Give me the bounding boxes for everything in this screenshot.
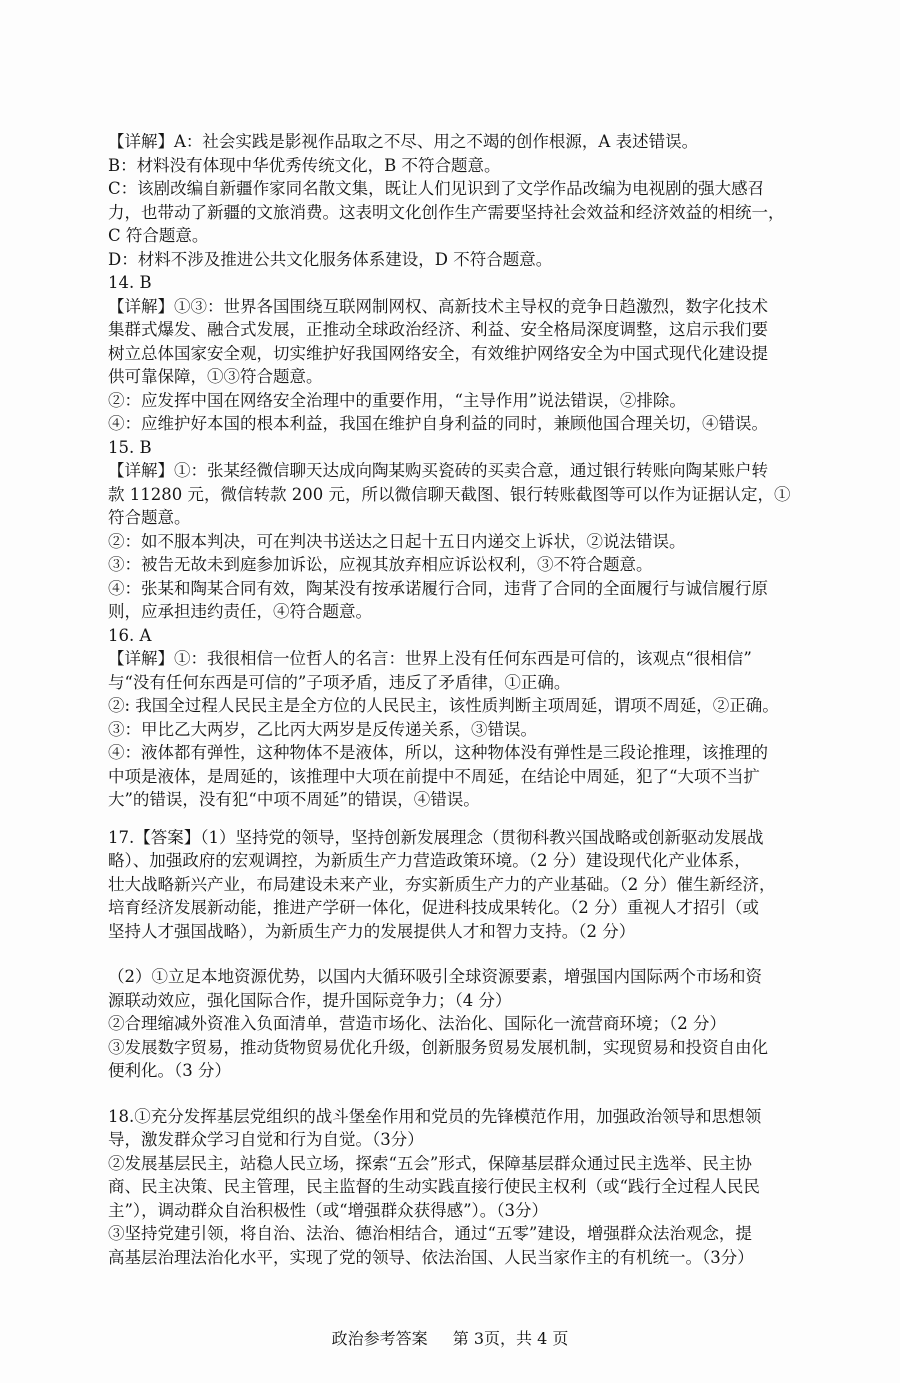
text-line: 便利化。（3 分） (108, 1061, 231, 1080)
text-line: 【详解】①③：世界各国围绕互联网制网权、高新技术主导权的竞争日趋激烈，数字化技术 (108, 296, 768, 316)
text-line: ②合理缩减外资准入负面清单，营造市场化、法治化、国际化一流营商环境；（2 分） (108, 1014, 726, 1033)
text-line: 树立总体国家安全观，切实维护好我国网络安全，有效维护网络安全为中国式现代化建设提 (108, 343, 768, 363)
text-line: 培育经济发展新动能，推进产学研一体化，促进科技成果转化。（2 分）重视人才招引（或 (108, 898, 759, 917)
text-line: ③坚持党建引领，将自治、法治、德治相结合，通过“五零”建设，增强群众法治观念，提 (108, 1224, 752, 1243)
text-line: 17.【答案】（1）坚持党的领导，坚持创新发展理念（贯彻科教兴国战略或创新驱动发展战 (108, 827, 764, 847)
text-line: ④：液体都有弹性，这种物体不是液体，所以，这种物体没有弹性是三段论推理，该推理的 (108, 743, 768, 762)
footer-page-number: 第 3页，共 4 页 (452, 1329, 569, 1348)
text-line: ②: 我国全过程人民民主是全方位的人民民主，该性质判断主项周延，谓项不周延，②正确。 (108, 696, 779, 715)
text-line: ④：应维护好本国的根本利益，我国在维护自身利益的同时，兼顾他国合理关切，④错误。 (108, 414, 768, 433)
text-line: ③：被告无故未到庭参加诉讼，应视其放弃相应诉讼权利，③不符合题意。 (108, 555, 653, 574)
text-line: 款 11280 元，微信转款 200 元，所以微信聊天截图、银行转账截图等可以作为证据认定，① (108, 484, 791, 504)
text-line: ②：如不服本判决，可在判决书送达之日起十五日内递交上诉状，②说法错误。 (108, 531, 686, 551)
text-line: C 符合题意。 (108, 226, 209, 245)
text-line: 主”），调动群众自治积极性（或“增强群众获得感”）。（3分） (108, 1200, 549, 1220)
page-footer (0, 1328, 900, 1350)
text-line: （2）①立足本地资源优势，以国内大循环吸引全球资源要素，增强国内国际两个市场和资 (108, 967, 762, 986)
text-line: ③发展数字贸易，推动货物贸易优化升级，创新服务贸易发展机制，实现贸易和投资自由化 (108, 1037, 768, 1057)
footer-subject: 政治参考答案 (331, 1329, 428, 1348)
text-line: 中项是液体，是周延的，该推理中大项在前提中不周延，在结论中周延，犯了“大项不当扩 (108, 766, 760, 786)
text-line: 集群式爆发、融合式发展，正推动全球政治经济、利益、安全格局深度调整，这启示我们要 (108, 320, 768, 339)
answer-content (108, 130, 830, 1269)
text-line: 源联动效应，强化国际合作，提升国际竞争力；（4 分） (108, 990, 512, 1010)
text-line: 【详解】A：社会实践是影视作品取之不尽、用之不竭的创作根源，A 表述错误。 (108, 132, 699, 151)
text-line: 商、民主决策、民主管理，民主监督的生动实践直接行使民主权利（或“践行全过程人民民 (108, 1177, 760, 1196)
text-line: 坚持人才强国战略），为新质生产力的发展提供人才和智力支持。（2 分） (108, 921, 636, 941)
section-gap (108, 1083, 830, 1105)
text-line: ②：应发挥中国在网络安全治理中的重要作用，“主导作用”说法错误，②排除。 (108, 390, 686, 410)
text-line: 壮大战略新兴产业，布局建设未来产业，夯实新质生产力的产业基础。（2 分）催生新经济， (108, 874, 776, 894)
text-line: B：材料没有体现中华优秀传统文化，B 不符合题意。 (108, 155, 501, 175)
text-line: 【详解】①：我很相信一位哲人的名言：世界上没有任何东西是可信的，该观点“很相信” (108, 649, 752, 668)
section-17-part1 (108, 826, 830, 944)
text-line: D：材料不涉及推进公共文化服务体系建设，D 不符合题意。 (108, 249, 553, 269)
text-line: 高基层治理法治化水平，实现了党的领导、依法治国、人民当家作主的有机统一。（3分） (108, 1247, 754, 1267)
text-line: 导，激发群众学习自觉和行为自觉。（3分） (108, 1130, 424, 1149)
text-line: 18.①充分发挥基层党组织的战斗堡垒作用和党员的先锋模范作用，加强政治领导和思想领 (108, 1106, 762, 1126)
text-line: C：该剧改编自新疆作家同名散文集，既让人们见识到了文学作品改编为电视剧的强大感召 (108, 179, 765, 198)
text-line: ③：甲比乙大两岁，乙比丙大两岁是反传递关系，③错误。 (108, 719, 537, 739)
text-line: ②发展基层民主，站稳人民立场，探索“五会”形式，保障基层群众通过民主选举、民主协 (108, 1153, 752, 1173)
section-18 (108, 1105, 830, 1270)
text-line: 则，应承担违约责任，④符合题意。 (108, 602, 372, 621)
text-line: 15. B (108, 437, 152, 457)
text-line: 【详解】①：张某经微信聊天达成向陶某购买瓷砖的买卖合意，通过银行转账向陶某账户转 (108, 461, 768, 480)
text-line: 符合题意。 (108, 508, 191, 527)
text-line: 16. A (108, 625, 152, 645)
text-line: 与“没有任何东西是可信的”子项矛盾，违反了矛盾律，①正确。 (108, 672, 571, 692)
section-17-part2 (108, 965, 830, 1083)
text-line: ④：张某和陶某合同有效，陶某没有按承诺履行合同，违背了合同的全面履行与诚信履行原 (108, 578, 768, 598)
section-gap (108, 943, 830, 965)
text-line: 供可靠保障，①③符合题意。 (108, 367, 323, 386)
text-line: 略）、加强政府的宏观调控，为新质生产力营造政策环境。（2 分）建设现代化产业体系， (108, 851, 751, 870)
text-line: 力，也带动了新疆的文旅消费。这表明文化创作生产需要坚持社会效益和经济效益的相统一， (108, 202, 785, 222)
section-gap (108, 812, 830, 826)
text-line: 14. B (108, 273, 152, 292)
text-line: 大”的错误，没有犯“中项不周延”的错误，④错误。 (108, 790, 480, 809)
section-13-16 (108, 130, 830, 812)
